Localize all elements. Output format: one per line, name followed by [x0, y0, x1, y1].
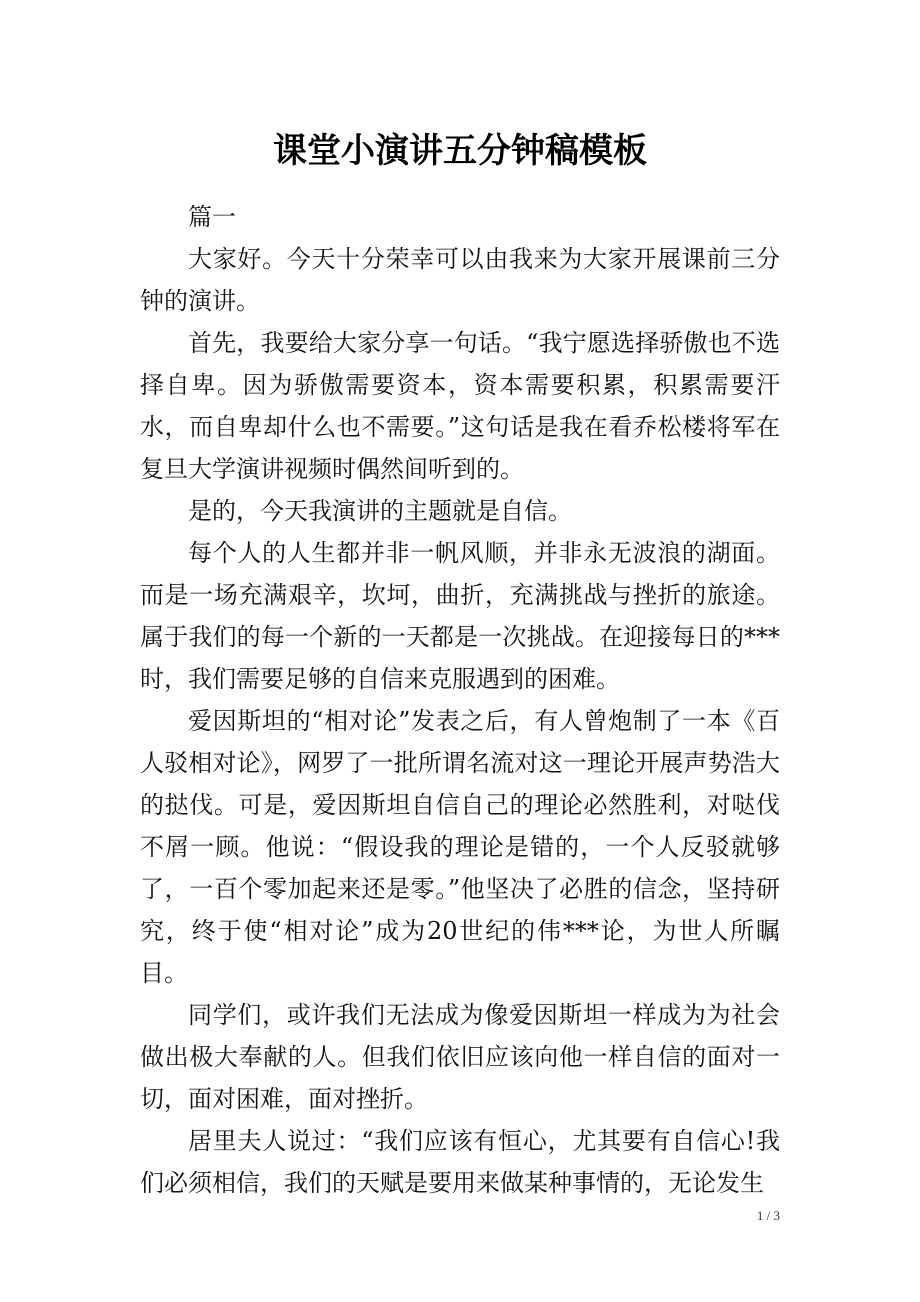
paragraph: 首先，我要给大家分享一句话。“我宁愿选择骄傲也不选择自卑。因为骄傲需要资本，资本需要积累，积累需要汗水，而自卑却什么也不需要。”这句话是我在看乔松楼将军在复旦大学演讲视频时偶然间听到的。 — [140, 329, 780, 483]
paragraph-heading: 篇一 — [188, 203, 236, 231]
paragraph: 居里夫人说过：“我们应该有恒心，尤其要有自信心!我们必须相信，我们的天赋是要用来做某种事情的，无论发生 — [140, 1127, 780, 1197]
paragraph: 同学们，或许我们无法成为像爱因斯坦一样成为为社会做出极大奉献的人。但我们依旧应该向他一样自信的面对一切，面对困难，面对挫折。 — [140, 1001, 780, 1113]
paragraph: 是的，今天我演讲的主题就是自信。 — [188, 497, 572, 525]
document-title: 课堂小演讲五分钟稿模板 — [273, 131, 647, 171]
document-body — [140, 196, 780, 1204]
paragraph: 爱因斯坦的“相对论”发表之后，有人曾炮制了一本《百人驳相对论》，网罗了一批所谓名流对这一理论开展声势浩大的挞伐。可是，爱因斯坦自信自己的理论必然胜利，对哒伐不屑一顾。他说：“假设我的理论是错的，一个人反驳就够了，一百个零加起来还是零。”他坚决了必胜的信念，坚持研究，终于使“相对论”成为20世纪的伟***论，为世人所瞩目。 — [140, 707, 780, 987]
paragraph: 每个人的人生都并非一帆风顺，并非永无波浪的湖面。而是一场充满艰辛，坎坷，曲折，充满挑战与挫折的旅途。属于我们的每一个新的一天都是一次挑战。在迎接每日的***时，我们需要足够的自信来克服遇到的困难。 — [140, 539, 780, 693]
page-number: 1 / 3 — [756, 1208, 780, 1223]
paragraph: 大家好。今天十分荣幸可以由我来为大家开展课前三分钟的演讲。 — [140, 245, 780, 315]
